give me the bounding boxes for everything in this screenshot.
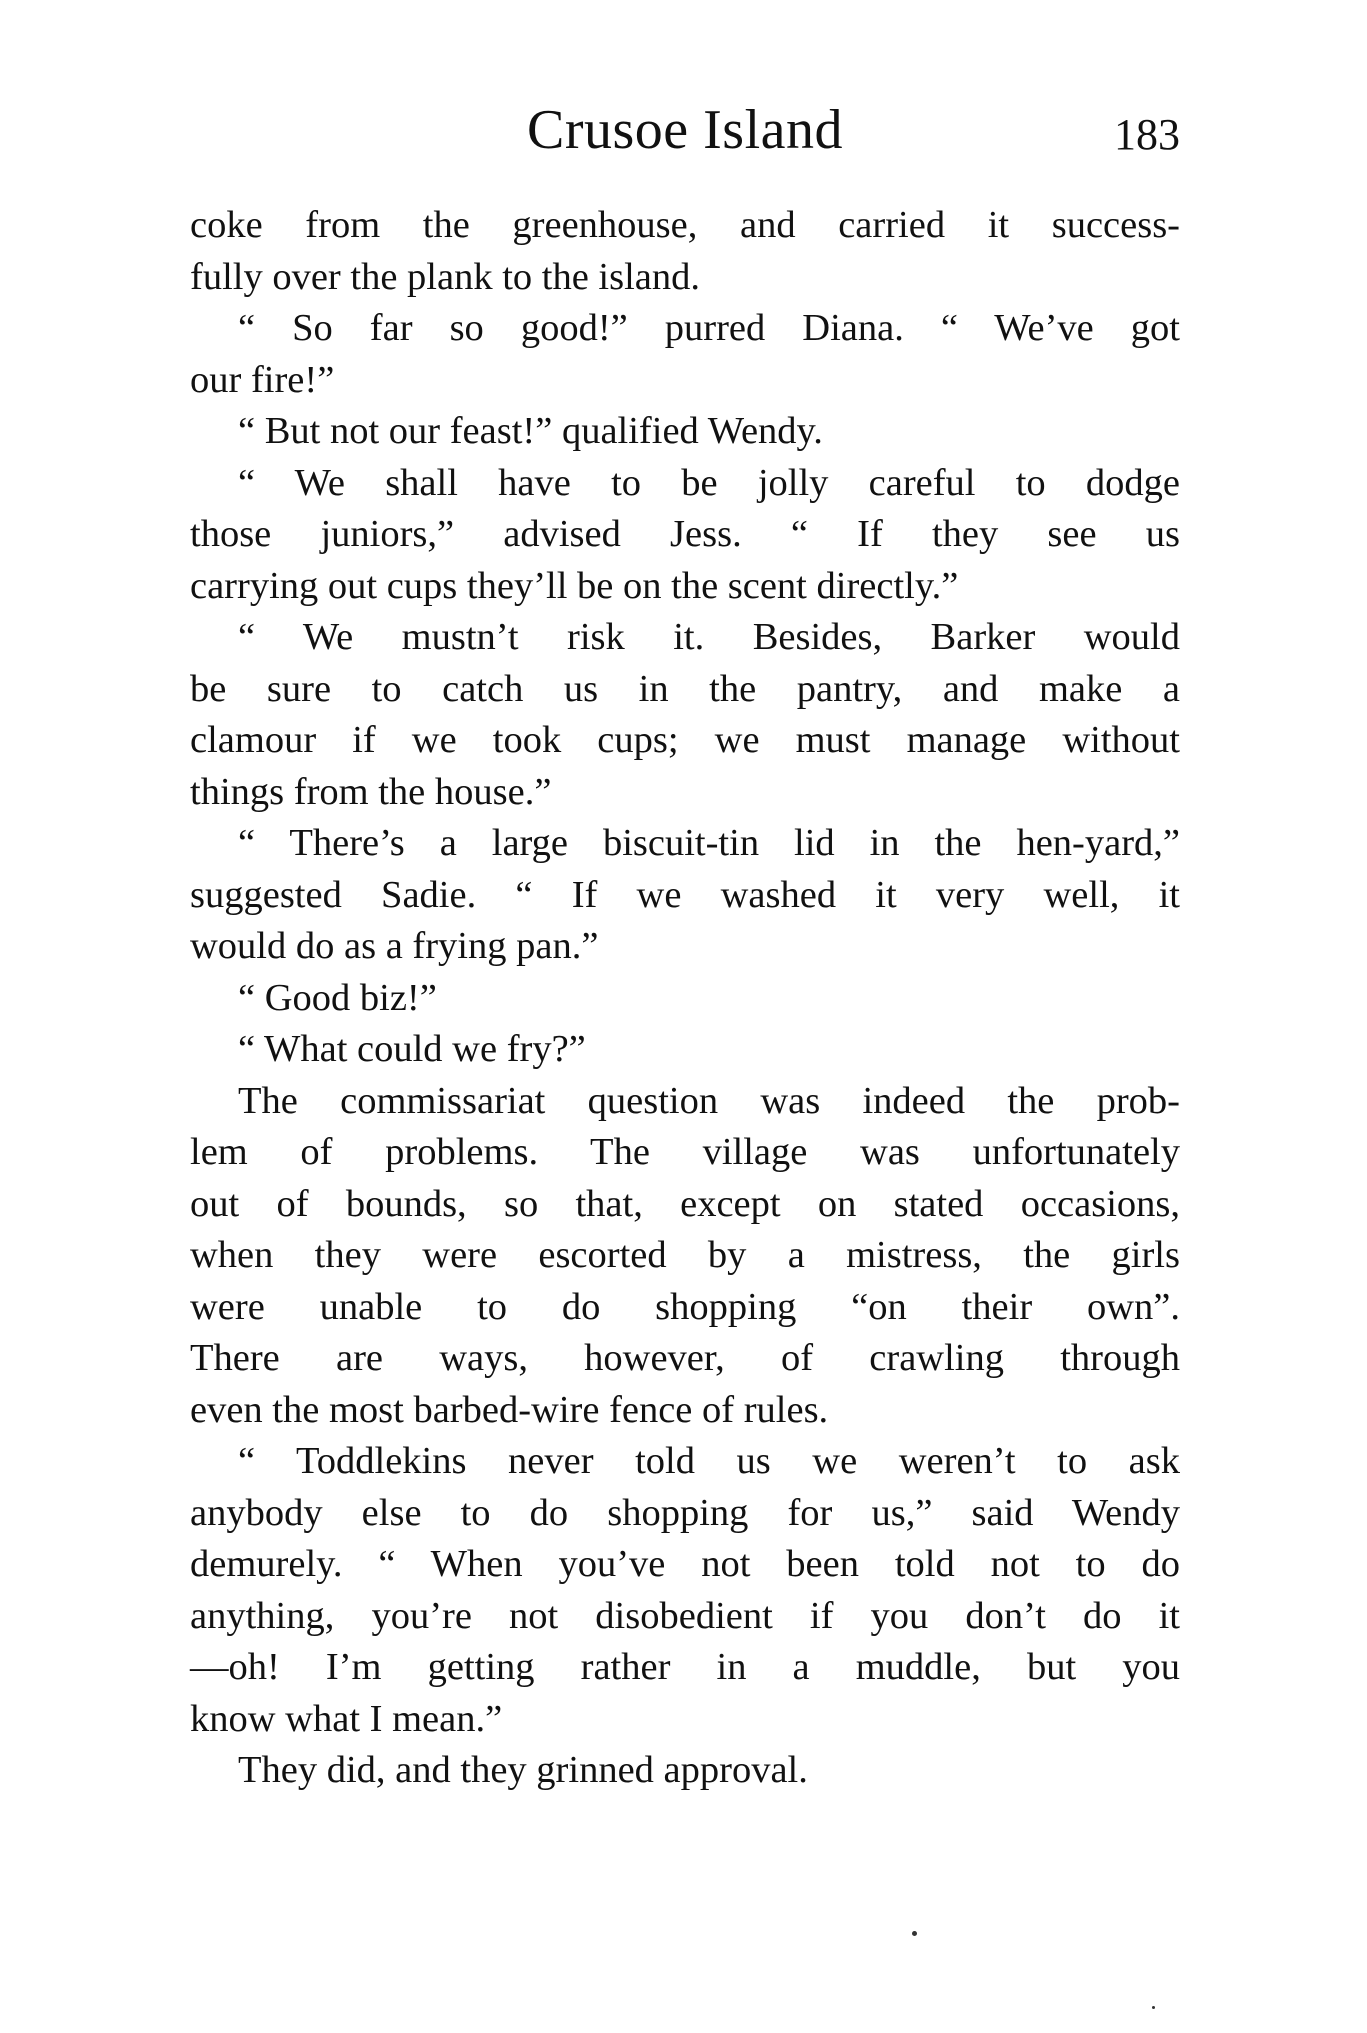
text-line: anything, you’re not disobedient if you don’t do it [190, 1594, 1180, 1637]
text-line: “ But not our feast!” qualified Wendy. [238, 410, 823, 452]
text-line: lem of problems. The village was unfortunately [190, 1131, 1180, 1173]
text-line: know what I mean.” [190, 1697, 503, 1740]
text-line: even the most barbed-wire fence of rules. [190, 1388, 829, 1431]
page-number: 183 [1114, 110, 1180, 159]
text-line: The commissariat question was indeed the prob- [238, 1079, 1180, 1122]
text-line: “ Toddlekins never told us we weren’t to ask [238, 1440, 1180, 1482]
text-line: be sure to catch us in the pantry, and make a [190, 667, 1180, 710]
text-line: out of bounds, so that, except on stated occasions, [190, 1182, 1180, 1225]
running-title: Crusoe Island [526, 99, 843, 161]
print-speck [1152, 2006, 1155, 2009]
text-line: would do as a frying pan.” [190, 925, 599, 967]
text-line: They did, and they grinned approval. [238, 1749, 808, 1791]
text-line: things from the house.” [190, 770, 552, 813]
body-text [190, 200, 1180, 1797]
text-line: “ We shall have to be jolly careful to dodge [238, 461, 1180, 504]
text-line: suggested Sadie. “ If we washed it very well, it [190, 873, 1180, 916]
text-line: —oh! I’m getting rather in a muddle, but you [190, 1646, 1180, 1688]
text-line: fully over the plank to the island. [190, 255, 701, 298]
text-line: “ So far so good!” purred Diana. “ We’ve got [238, 307, 1180, 349]
text-line: anybody else to do shopping for us,” said Wendy [190, 1491, 1180, 1534]
text-line: “ There’s a large biscuit-tin lid in the hen-yard,” [238, 822, 1180, 864]
text-line: demurely. “ When you’ve not been told not to do [190, 1543, 1180, 1585]
text-line: “ We mustn’t risk it. Besides, Barker would [238, 616, 1180, 658]
text-line: “ What could we fry?” [238, 1028, 586, 1070]
text-line: coke from the greenhouse, and carried it success- [190, 204, 1180, 246]
text-line: There are ways, however, of crawling through [190, 1337, 1180, 1379]
text-line: our fire!” [190, 358, 335, 401]
text-line: were unable to do shopping “on their own”. [190, 1285, 1180, 1328]
text-line: carrying out cups they’ll be on the scent directly.” [190, 564, 959, 607]
text-line: those juniors,” advised Jess. “ If they see us [190, 513, 1180, 555]
running-head [190, 95, 1180, 165]
text-line: when they were escorted by a mistress, the girls [190, 1234, 1180, 1276]
text-line: clamour if we took cups; we must manage without [190, 719, 1180, 761]
print-speck [912, 1931, 917, 1936]
text-line: “ Good biz!” [238, 976, 437, 1019]
